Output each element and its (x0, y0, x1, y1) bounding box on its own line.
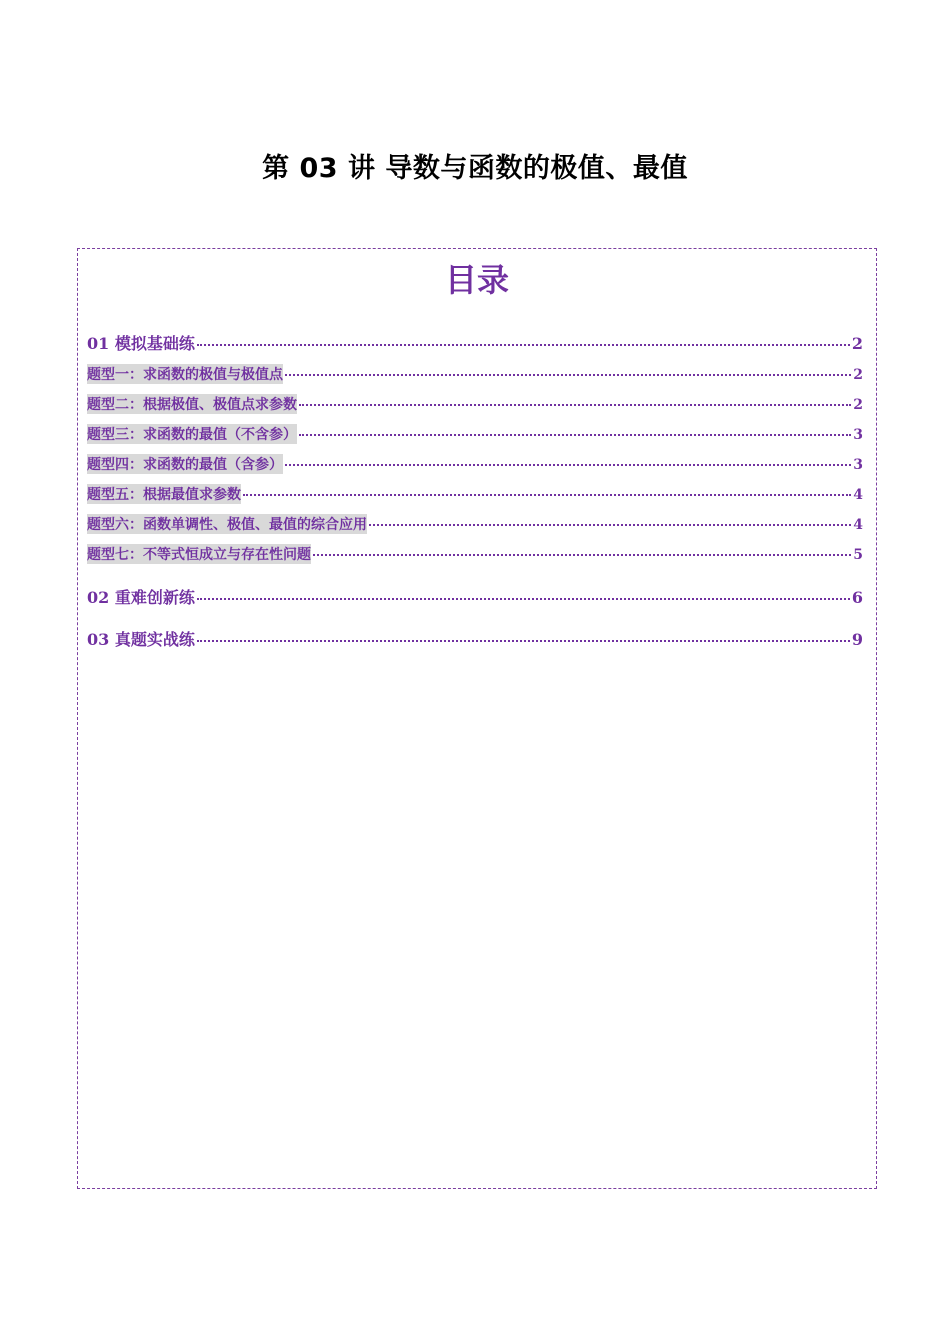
toc-entry-page: 6 (851, 588, 863, 607)
toc-entry-type-5[interactable] (87, 484, 863, 504)
toc-entry-label: 01 模拟基础练 (87, 334, 195, 353)
dot-leader (313, 554, 851, 556)
toc-entry-type-2[interactable] (87, 394, 863, 414)
document-title: 第 03 讲 导数与函数的极值、最值 (262, 153, 688, 184)
dot-leader (197, 598, 850, 600)
toc-entry-label: 题型四：求函数的最值（含参） (87, 454, 283, 474)
toc-entry-page: 3 (853, 457, 863, 473)
toc-entry-label: 题型一：求函数的极值与极值点 (87, 364, 283, 384)
dot-leader (285, 374, 851, 376)
toc-entry-type-6[interactable] (87, 514, 863, 534)
toc-entry-label: 题型五：根据最值求参数 (87, 484, 241, 504)
toc-entry-type-4[interactable] (87, 454, 863, 474)
toc-entry-label: 03 真题实战练 (87, 630, 195, 649)
toc-entry-page: 5 (853, 547, 863, 563)
table-of-contents (77, 248, 877, 1189)
toc-entry-type-7[interactable] (87, 544, 863, 564)
toc-entry-label: 题型六：函数单调性、极值、最值的综合应用 (87, 514, 367, 534)
toc-entry-page: 2 (851, 334, 863, 353)
dot-leader (299, 434, 851, 436)
toc-entry-section-02[interactable] (87, 585, 863, 608)
toc-entry-page: 9 (851, 630, 863, 649)
toc-entry-page: 2 (853, 397, 863, 413)
dot-leader (197, 344, 850, 346)
toc-entry-page: 3 (853, 427, 863, 443)
dot-leader (369, 524, 851, 526)
toc-heading: 目录 (444, 261, 509, 299)
dot-leader (299, 404, 851, 406)
toc-entry-page: 4 (853, 517, 863, 533)
toc-entry-page: 2 (853, 367, 863, 383)
toc-entry-label: 题型七：不等式恒成立与存在性问题 (87, 544, 311, 564)
dot-leader (243, 494, 851, 496)
toc-entry-section-03[interactable] (87, 627, 863, 650)
toc-entry-label: 02 重难创新练 (87, 588, 195, 607)
dot-leader (197, 640, 850, 642)
dot-leader (285, 464, 851, 466)
toc-entry-label: 题型三：求函数的最值（不含参） (87, 424, 297, 444)
toc-entry-section-01[interactable] (87, 331, 863, 354)
toc-entry-type-3[interactable] (87, 424, 863, 444)
toc-entry-type-1[interactable] (87, 364, 863, 384)
toc-entry-page: 4 (853, 487, 863, 503)
toc-entry-label: 题型二：根据极值、极值点求参数 (87, 394, 297, 414)
